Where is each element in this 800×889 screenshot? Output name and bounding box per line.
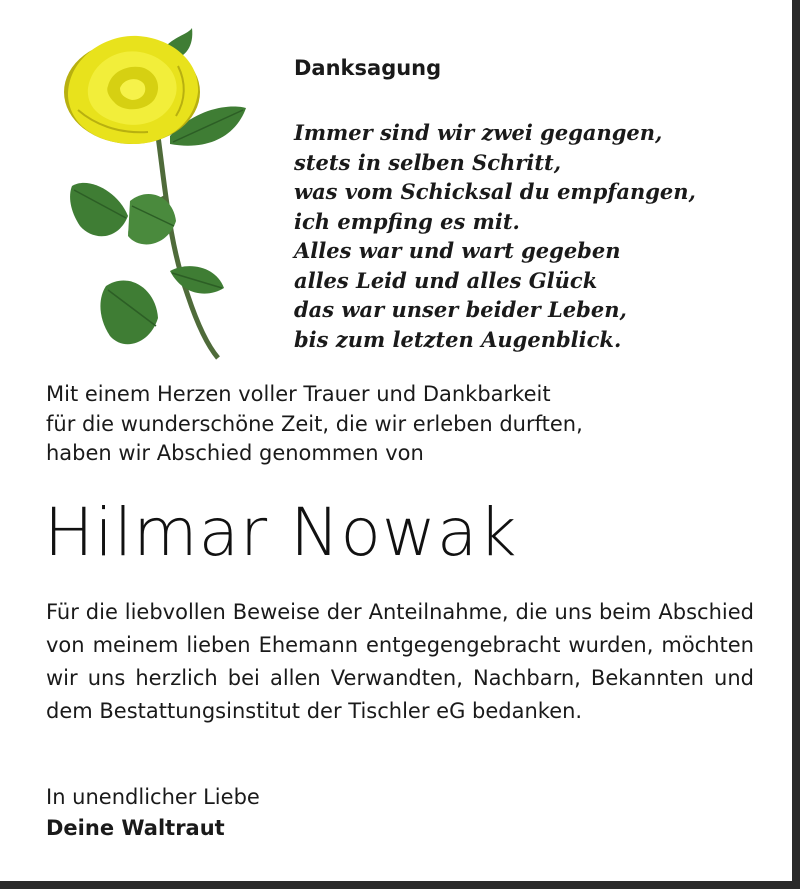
intro-line: für die wunderschöne Zeit, die wir erleben durften, xyxy=(46,411,583,436)
poem-line: was vom Schicksal du empfangen, xyxy=(294,179,696,204)
poem-line: das war unser beider Leben, xyxy=(294,297,627,322)
intro-line: Mit einem Herzen voller Trauer und Dankbarkeit xyxy=(46,382,551,406)
signature: Deine Waltraut xyxy=(46,816,225,840)
poem-line: alles Leid und alles Glück xyxy=(294,267,598,293)
poem-line: Alles war und wart gegeben xyxy=(294,238,621,263)
intro-line: haben wir Abschied genommen von xyxy=(46,441,424,465)
yellow-rose-image xyxy=(58,26,248,366)
closing-line: In unendlicher Liebe xyxy=(46,785,260,809)
deceased-name: Hilmar Nowak xyxy=(44,494,518,571)
closing xyxy=(46,782,260,844)
heading-danksagung: Danksagung xyxy=(294,56,442,80)
thanks-paragraph: Für die liebvollen Beweise der Anteilnahme, die uns beim Abschied von meinem lieben Ehemann entgegengebracht wurden, möchten wir uns herzlich bei allen Verwandten, Nachbarn, Bekannten und dem Bestattungsinstitut der Tischler eG bedanken. xyxy=(46,600,754,723)
poem-line: bis zum letzten Augenblick. xyxy=(294,326,622,352)
intro-text xyxy=(46,380,583,469)
poem-line: ich empfing es mit. xyxy=(294,208,520,234)
poem-line: Immer sind wir zwei gegangen, xyxy=(294,120,663,145)
poem xyxy=(294,118,696,354)
poem-line: stets in selben Schritt, xyxy=(294,149,562,175)
